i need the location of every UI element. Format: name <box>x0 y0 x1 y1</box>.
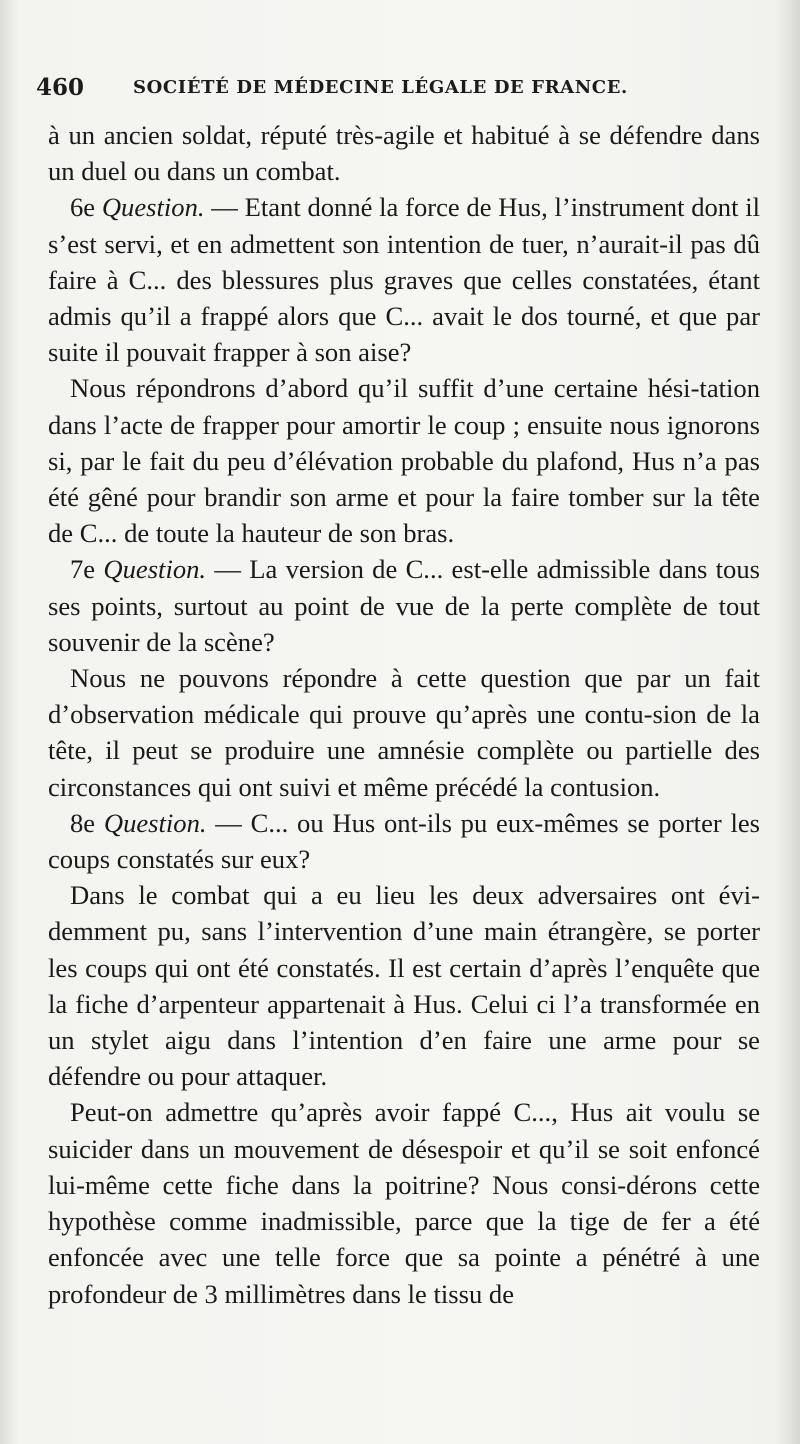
running-title: SOCIÉTÉ DE MÉDECINE LÉGALE DE FRANCE. <box>133 77 628 98</box>
running-header <box>36 74 756 101</box>
body-text <box>48 117 760 1312</box>
question-6 <box>48 189 760 370</box>
page-number: 460 <box>36 74 85 101</box>
question-dash: — <box>211 192 238 223</box>
question-dash: — <box>215 807 242 838</box>
question-label: Question. <box>103 807 207 838</box>
paragraph: Nous ne pouvons répondre à cette question que par un fait d’observation médicale qui prouve qu’après une contu-sion de la tête, il peut se produire une amnésie complète ou partielle des circonstances qui ont suivi et même précédé la contusion. <box>48 663 760 802</box>
paragraph: Peut-on admettre qu’après avoir fappé C..., Hus ait voulu se suicider dans un mouvement de désespoir et qu’il se soit enfoncé lui-même cette fiche dans la poitrine? Nous consi-dérons cette hypothèse comme inadmissible, parce que la tige de fer a été enfoncée avec une telle force que sa pointe a pénétré à une profondeur de 3 millimètres dans le tissu de <box>48 1097 760 1309</box>
question-number: 8e <box>70 807 96 838</box>
question-number: 7e <box>70 554 96 585</box>
paragraph: à un ancien soldat, réputé très-agile et habitué à se défendre dans un duel ou dans un combat. <box>48 120 760 187</box>
question-label: Question. <box>103 554 207 585</box>
question-7 <box>48 551 760 660</box>
question-label: Question. <box>101 192 205 223</box>
paragraph: Nous répondrons d’abord qu’il suffit d’une certaine hési-tation dans l’acte de frapper pour amortir le coup ; ensuite nous ignorons si, par le fait du peu d’élévation probable du plafond, Hus n’a pas été gêné pour brandir son arme et pour la faire tomber sur la tête de C... de toute la hauteur de son bras. <box>48 373 760 549</box>
question-8 <box>48 805 760 877</box>
question-number: 6e <box>70 192 96 223</box>
question-dash: — <box>214 554 241 585</box>
question-text: La version de C... est-elle admissible dans tous ses points, surtout au point de vue de la perte complète de tout souvenir de la scène? <box>48 554 761 657</box>
question-text: C... ou Hus ont-ils pu eux-mêmes se porter les coups constatés sur eux? <box>48 807 761 875</box>
paragraph: Dans le combat qui a eu lieu les deux adversaires ont évi-demment pu, sans l’intervention d’une main étrangère, se porter les coups qui ont été constatés. Il est certain d’après l’enquête que la fiche d’arpenteur appartenait à Hus. Celui ci l’a transformée en un stylet aigu dans l’intention d’en faire une arme pour se défendre ou pour attaquer. <box>48 880 760 1092</box>
question-text: Etant donné la force de Hus, l’instrument dont il s’est servi, et en admettent son intention de tuer, n’aurait-il pas dû faire à C... des blessures plus graves que celles constatées, étant admis qu’il a frappé alors que C... avait le dos tourné, et que par suite il pouvait frapper à son aise? <box>48 192 760 368</box>
